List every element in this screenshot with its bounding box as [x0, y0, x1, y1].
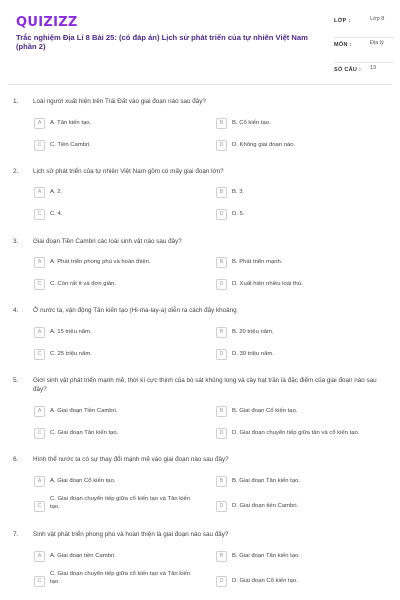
answer-option-b[interactable]: [216, 185, 392, 201]
option-letter-box: A: [34, 476, 45, 487]
option-text: D. 30 triệu năm.: [232, 351, 274, 357]
option-letter-box: C: [34, 279, 45, 290]
question-text: Ở nước ta, vận động Tân kiến tạo (Hi-ma-lay-a) diễn ra cách đây khoảng: [33, 307, 237, 314]
question-text: Loài người xuất hiện trên Trái Đất vào giai đoạn nào sau đây?: [33, 98, 206, 105]
option-letter-box: C: [34, 576, 45, 587]
option-letter-box: B: [216, 118, 227, 129]
option-text: A. Giai đoạn tiền Cambri.: [50, 553, 116, 559]
option-letter-box: C: [34, 349, 45, 360]
header-divider: [8, 84, 392, 85]
answer-option-b[interactable]: [216, 549, 392, 565]
question-text: Sinh vật phát triển phong phú và hoàn thiện là giai đoạn nào sau đây?: [33, 531, 229, 538]
question-number: 4.: [13, 307, 19, 314]
option-text: A. Tân kiến tạo.: [50, 120, 92, 126]
option-text: D. Giai đoạn chuyển tiếp giữa tân và cổ kiến tạo.: [232, 430, 360, 436]
answer-option-d[interactable]: [216, 207, 392, 223]
option-text: C. 25 triệu năm.: [50, 351, 92, 357]
option-text: A. 15 triệu năm.: [50, 329, 92, 335]
quizizz-logo: QUIZIZZ: [16, 15, 78, 30]
question-text: Lịch sử phát triển của tự nhiên Việt Nam gồm có mấy giai đoạn lớn?: [33, 168, 224, 175]
answer-option-a[interactable]: [34, 116, 204, 132]
meta-count-label: SỐ CÂU :: [334, 67, 362, 73]
answer-option-d[interactable]: [216, 574, 392, 590]
option-letter-box: B: [216, 257, 227, 268]
answer-option-b[interactable]: [216, 325, 392, 341]
option-letter-box: D: [216, 209, 227, 220]
answer-option-d[interactable]: [216, 426, 392, 442]
option-text: D. Giai đoạn Cổ kiến tạo.: [232, 578, 298, 584]
option-letter-box: C: [34, 501, 45, 512]
option-letter-box: D: [216, 279, 227, 290]
answer-option-a[interactable]: [34, 255, 204, 271]
option-text: B. Phát triển mạnh.: [232, 259, 283, 265]
option-text: D. Giai đoạn tiền Cambri.: [232, 503, 299, 509]
question-number: 5.: [13, 377, 19, 384]
option-letter-box: A: [34, 551, 45, 562]
question-number: 6.: [13, 456, 19, 463]
answer-option-a[interactable]: [34, 549, 204, 565]
worksheet-title: Trắc nghiệm Địa Lí 8 Bài 25: (có đáp án) Lịch sử phát triển của tự nhiên Việt Nam (phần 2): [16, 33, 308, 52]
option-letter-box: C: [34, 140, 45, 151]
option-text: D. 5.: [232, 211, 245, 217]
option-text: C. Còn rất ít và đơn giản.: [50, 281, 117, 287]
option-text: C. Giai đoạn Tân kiến tạo.: [50, 430, 119, 436]
question-text: Hình thể nước ta có sự thay đổi mạnh mẽ vào giai đoạn nào sau đây?: [33, 456, 229, 463]
option-letter-box: B: [216, 406, 227, 417]
option-text: B. Giai đoạn Cổ kiến tạo.: [232, 408, 298, 414]
answer-option-c[interactable]: [34, 138, 204, 154]
option-letter-box: A: [34, 327, 45, 338]
meta-class-label: LỚP :: [334, 18, 351, 24]
question-number: 7.: [13, 531, 19, 538]
answer-option-d[interactable]: [216, 347, 392, 363]
option-letter-box: B: [216, 187, 227, 198]
answer-option-c[interactable]: [34, 207, 204, 223]
option-letter-box: A: [34, 257, 45, 268]
option-letter-box: C: [34, 209, 45, 220]
answer-option-d[interactable]: [216, 138, 392, 154]
option-letter-box: B: [216, 327, 227, 338]
meta-class-value: Lớp 8: [370, 16, 385, 22]
option-letter-box: D: [216, 501, 227, 512]
option-text: A. Giai đoạn Cổ kiến tạo.: [50, 478, 116, 484]
meta-subject-row: [334, 38, 394, 63]
meta-count-value: 13: [370, 65, 377, 71]
meta-count-row: [334, 63, 394, 78]
option-text: D. Không giai đoạn nào.: [232, 142, 296, 148]
answer-option-c[interactable]: [34, 426, 204, 442]
option-text: C. Tiền Cambri.: [50, 142, 91, 148]
worksheet-header: [0, 0, 400, 84]
meta-class-row: [334, 14, 394, 38]
option-text: B. Giai đoạn Tân kiến tạo.: [232, 478, 301, 484]
option-letter-box: B: [216, 476, 227, 487]
question-text: Giới sinh vật phát triển mạnh mẽ, thời kì cực thịnh của bò sát khủng long và cây hạt trần là đặc điểm của giai đoạn nào sau đây?: [33, 377, 377, 393]
option-letter-box: D: [216, 428, 227, 439]
option-text: D. Xuất hiện nhiều loài thú.: [232, 281, 303, 287]
answer-option-a[interactable]: [34, 185, 204, 201]
answer-option-b[interactable]: [216, 255, 392, 271]
option-letter-box: A: [34, 187, 45, 198]
question-number: 1.: [13, 98, 19, 105]
option-text: B. 20 triệu năm.: [232, 329, 274, 335]
answer-option-c[interactable]: [34, 277, 204, 293]
option-text: C. Giai đoạn chuyển tiếp giữa cổ kiến tạo và Tân kiến tạo.: [50, 571, 191, 585]
meta-panel: [334, 14, 394, 78]
meta-subject-label: MÔN :: [334, 42, 352, 48]
option-text: B. Giai đoạn Tân kiến tạo.: [232, 553, 301, 559]
answer-option-a[interactable]: [34, 404, 204, 420]
option-letter-box: C: [34, 428, 45, 439]
option-text: B. Cổ kiến tạo.: [232, 120, 271, 126]
option-letter-box: A: [34, 406, 45, 417]
option-letter-box: D: [216, 140, 227, 151]
answer-option-a[interactable]: [34, 325, 204, 341]
answer-option-a[interactable]: [34, 474, 204, 490]
meta-subject-value: Địa lý: [370, 40, 384, 46]
option-text: C. 4.: [50, 211, 63, 217]
option-letter-box: D: [216, 576, 227, 587]
option-text: B. 3.: [232, 189, 245, 195]
answer-option-b[interactable]: [216, 116, 392, 132]
option-text: A. Phát triển phong phú và hoàn thiện.: [50, 259, 151, 265]
answer-option-c[interactable]: [34, 571, 204, 591]
question-text: Giai đoạn Tiền Cambri các loài sinh vật nào sau đây?: [33, 238, 182, 245]
answer-option-d[interactable]: [216, 277, 392, 293]
option-letter-box: D: [216, 349, 227, 360]
answer-option-d[interactable]: [216, 499, 392, 515]
option-letter-box: B: [216, 551, 227, 562]
option-text: C. Giai đoạn chuyển tiếp giữa cổ kiến tạo và Tân kiến tạo.: [50, 496, 191, 510]
answer-option-b[interactable]: [216, 474, 392, 490]
option-letter-box: A: [34, 118, 45, 129]
option-text: A. Giai đoạn Tiền Cambri.: [50, 408, 118, 414]
answer-option-b[interactable]: [216, 404, 392, 420]
answer-option-c[interactable]: [34, 347, 204, 363]
question-number: 2.: [13, 168, 19, 175]
answer-option-c[interactable]: [34, 496, 204, 516]
question-number: 3.: [13, 238, 19, 245]
option-text: A. 2.: [50, 189, 63, 195]
